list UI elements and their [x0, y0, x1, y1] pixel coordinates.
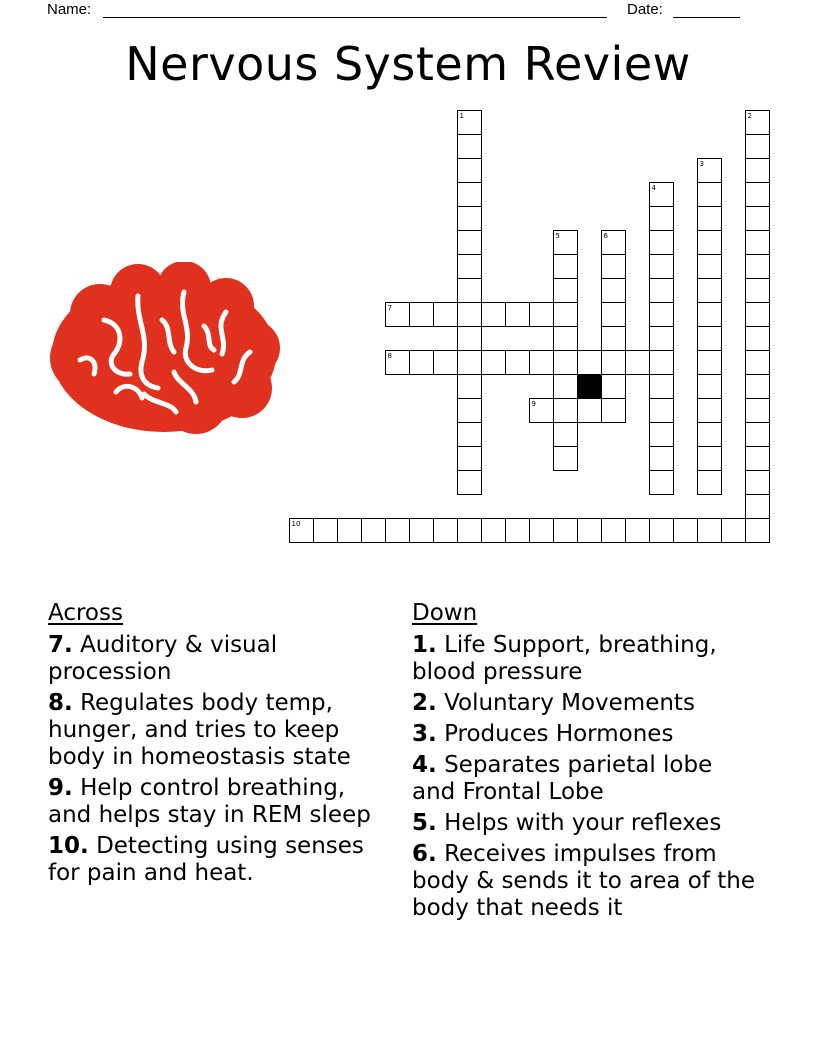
crossword-cell[interactable]: [698, 255, 722, 279]
crossword-cell[interactable]: [530, 351, 554, 375]
crossword-cell[interactable]: [458, 207, 482, 231]
crossword-cell[interactable]: [506, 351, 530, 375]
crossword-cell[interactable]: [506, 519, 530, 543]
crossword-cell[interactable]: [362, 519, 386, 543]
crossword-cell[interactable]: [650, 207, 674, 231]
clue-text: Receives impulses from body & sends it to area of the body that needs it: [412, 841, 755, 921]
crossword-cell[interactable]: [698, 423, 722, 447]
cell-number-label: 3: [699, 160, 704, 168]
crossword-cell[interactable]: [746, 135, 770, 159]
crossword-cell[interactable]: [458, 159, 482, 183]
crossword-cell[interactable]: [602, 303, 626, 327]
clue-number: 6.: [412, 841, 437, 867]
crossword-cell[interactable]: [458, 255, 482, 279]
clue-text: Separates parietal lobe and Frontal Lobe: [412, 752, 713, 805]
crossword-cell[interactable]: [314, 519, 338, 543]
clue-text: Voluntary Movements: [444, 690, 695, 716]
crossword-cell[interactable]: [698, 327, 722, 351]
clue-across-10: [48, 833, 393, 887]
across-heading: Across: [48, 600, 123, 626]
crossword-cell[interactable]: [578, 351, 602, 375]
cell-number-label: 9: [531, 400, 536, 408]
cell-number-label: 4: [651, 184, 656, 192]
cell-number-label: 6: [603, 232, 608, 240]
crossword-cell[interactable]: [578, 399, 602, 423]
clue-down-1: [412, 632, 762, 686]
black-cell: [578, 375, 602, 399]
date-label: Date:: [627, 1, 663, 18]
crossword-cell[interactable]: [746, 471, 770, 495]
crossword-cell[interactable]: [458, 471, 482, 495]
crossword-cell[interactable]: [674, 519, 698, 543]
crossword-cell[interactable]: [506, 303, 530, 327]
crossword-cell[interactable]: [458, 351, 482, 375]
crossword-cell[interactable]: [386, 519, 410, 543]
clue-number: 8.: [48, 690, 73, 716]
clue-text: Produces Hormones: [444, 721, 674, 747]
crossword-cell[interactable]: [410, 519, 434, 543]
cell-number-label: 5: [555, 232, 560, 240]
crossword-cell[interactable]: [482, 351, 506, 375]
crossword-cell[interactable]: [554, 255, 578, 279]
crossword-cell[interactable]: [698, 279, 722, 303]
crossword-cell[interactable]: [458, 183, 482, 207]
crossword-cell[interactable]: [554, 519, 578, 543]
crossword-cell[interactable]: [650, 303, 674, 327]
crossword-cell[interactable]: [554, 375, 578, 399]
clue-text: Life Support, breathing, blood pressure: [412, 632, 717, 685]
clue-number: 7.: [48, 632, 73, 658]
crossword-cell[interactable]: [650, 327, 674, 351]
crossword-cell[interactable]: [410, 303, 434, 327]
crossword-cell[interactable]: [698, 183, 722, 207]
crossword-cell[interactable]: [602, 375, 626, 399]
down-clues: [412, 598, 762, 926]
crossword-cell[interactable]: [626, 519, 650, 543]
clue-across-8: [48, 690, 393, 771]
clue-down-5: [412, 810, 762, 837]
crossword-cell[interactable]: [722, 519, 746, 543]
crossword-cell[interactable]: [698, 231, 722, 255]
crossword-cell[interactable]: [698, 303, 722, 327]
crossword-cell[interactable]: [602, 399, 626, 423]
crossword-cell[interactable]: [650, 375, 674, 399]
cell-number-label: 10: [291, 520, 301, 528]
crossword-cell[interactable]: [530, 303, 554, 327]
crossword-cell[interactable]: [554, 351, 578, 375]
crossword-cell[interactable]: [698, 207, 722, 231]
crossword-cell[interactable]: [602, 327, 626, 351]
crossword-cell[interactable]: [746, 423, 770, 447]
crossword-cell[interactable]: [698, 447, 722, 471]
crossword-cell[interactable]: [458, 279, 482, 303]
crossword-cell[interactable]: [554, 279, 578, 303]
cell-number-label: 8: [387, 352, 392, 360]
clue-number: 10.: [48, 833, 89, 859]
crossword-cell[interactable]: [746, 351, 770, 375]
crossword-cell[interactable]: [650, 471, 674, 495]
crossword-cell[interactable]: [458, 135, 482, 159]
crossword-cell[interactable]: [746, 183, 770, 207]
crossword-cell[interactable]: [434, 303, 458, 327]
crossword-cell[interactable]: [698, 399, 722, 423]
crossword-cell[interactable]: [746, 519, 770, 543]
crossword-cell[interactable]: [746, 327, 770, 351]
crossword-cell[interactable]: [746, 399, 770, 423]
crossword-cell[interactable]: [458, 303, 482, 327]
clue-number: 9.: [48, 775, 73, 801]
crossword-cell[interactable]: [698, 375, 722, 399]
crossword-cell[interactable]: [746, 303, 770, 327]
clue-text: Regulates body temp, hunger, and tries to keep body in homeostasis state: [48, 690, 351, 770]
crossword-cell[interactable]: [746, 495, 770, 519]
crossword-cell[interactable]: [626, 351, 650, 375]
crossword-cell[interactable]: [650, 231, 674, 255]
crossword-cell[interactable]: [650, 255, 674, 279]
across-clues: [48, 598, 393, 891]
clue-down-2: [412, 690, 762, 717]
crossword-cell[interactable]: [746, 231, 770, 255]
clue-number: 5.: [412, 810, 437, 836]
crossword-cell[interactable]: [578, 519, 602, 543]
crossword-cell[interactable]: [458, 519, 482, 543]
cell-number-label: 7: [387, 304, 392, 312]
crossword-cell[interactable]: [434, 519, 458, 543]
clue-text: Helps with your reflexes: [444, 810, 722, 836]
clue-down-6: [412, 841, 762, 922]
crossword-cell[interactable]: [746, 279, 770, 303]
clue-text: Help control breathing, and helps stay in REM sleep: [48, 775, 371, 828]
crossword-cell[interactable]: [482, 303, 506, 327]
crossword-cell[interactable]: [746, 207, 770, 231]
crossword-cell[interactable]: [650, 399, 674, 423]
clue-text: Auditory & visual procession: [48, 632, 278, 685]
crossword-cell[interactable]: [746, 255, 770, 279]
crossword-cell[interactable]: [698, 351, 722, 375]
down-heading: Down: [412, 600, 478, 626]
crossword-cell[interactable]: [458, 375, 482, 399]
crossword-cell[interactable]: [554, 399, 578, 423]
crossword-cell[interactable]: [746, 447, 770, 471]
crossword-cell[interactable]: [554, 447, 578, 471]
crossword-cell[interactable]: [458, 423, 482, 447]
brain-icon: [46, 262, 282, 438]
clue-down-4: [412, 752, 762, 806]
crossword-cell[interactable]: [746, 159, 770, 183]
crossword-cell[interactable]: [410, 351, 434, 375]
crossword-cell[interactable]: [650, 519, 674, 543]
crossword-cell[interactable]: [602, 519, 626, 543]
clue-number: 1.: [412, 632, 437, 658]
cell-number-label: 2: [747, 112, 752, 120]
crossword-cell[interactable]: [554, 423, 578, 447]
cell-number-label: 1: [459, 112, 464, 120]
crossword-cell[interactable]: [650, 447, 674, 471]
crossword-cell[interactable]: [458, 399, 482, 423]
crossword-cell[interactable]: [458, 327, 482, 351]
crossword-cell[interactable]: [338, 519, 362, 543]
crossword-cell[interactable]: [458, 231, 482, 255]
crossword-cell[interactable]: [554, 303, 578, 327]
crossword-cell[interactable]: [602, 255, 626, 279]
crossword-cell[interactable]: [554, 327, 578, 351]
crossword-cell[interactable]: [530, 519, 554, 543]
clue-across-7: [48, 632, 393, 686]
crossword-cell[interactable]: [434, 351, 458, 375]
clue-across-9: [48, 775, 393, 829]
crossword-cell[interactable]: [698, 471, 722, 495]
crossword-cell[interactable]: [746, 375, 770, 399]
name-label: Name:: [47, 1, 92, 18]
crossword-cell[interactable]: [650, 351, 674, 375]
clue-number: 2.: [412, 690, 437, 716]
clue-number: 4.: [412, 752, 437, 778]
crossword-cell[interactable]: [602, 351, 626, 375]
crossword-cell[interactable]: [698, 519, 722, 543]
page-title: Nervous System Review: [125, 37, 691, 91]
crossword-cell[interactable]: [458, 447, 482, 471]
crossword-cell[interactable]: [482, 519, 506, 543]
crossword-cell[interactable]: [602, 279, 626, 303]
crossword-cell[interactable]: [650, 423, 674, 447]
clue-down-3: [412, 721, 762, 748]
crossword-cell[interactable]: [650, 279, 674, 303]
clue-number: 3.: [412, 721, 437, 747]
clue-text: Detecting using senses for pain and heat.: [48, 833, 364, 886]
